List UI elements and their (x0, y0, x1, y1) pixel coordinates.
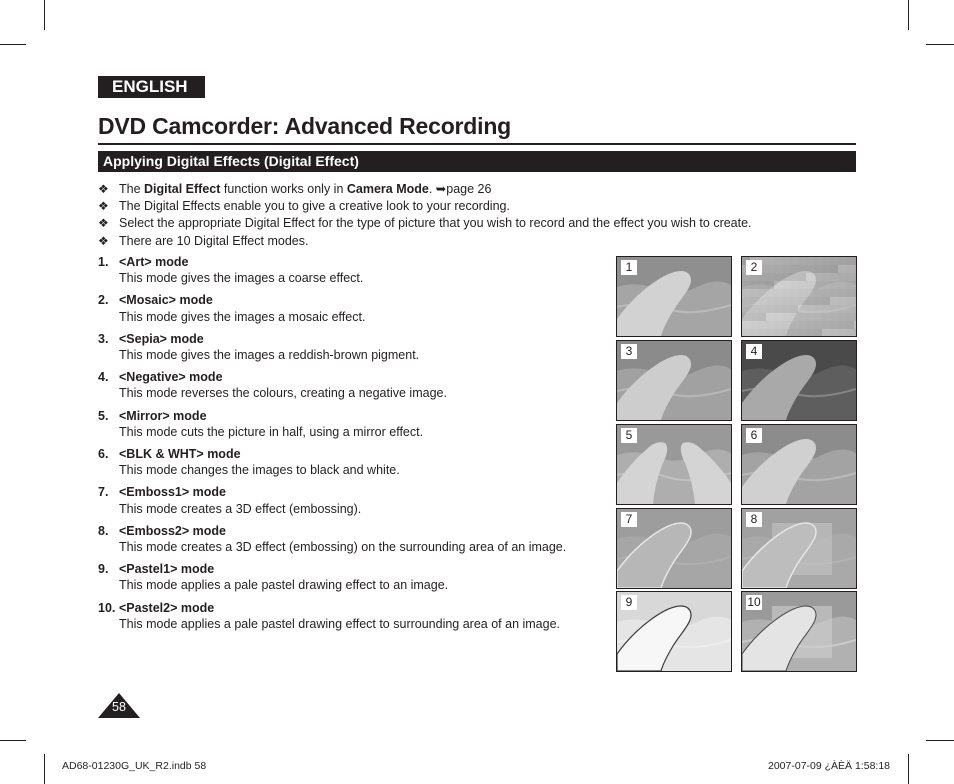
mode-item: 8. <Emboss2> mode This mode creates a 3D effect (embossing) on the surrounding area of an image. (98, 523, 603, 555)
mode-item: 4. <Negative> mode This mode reverses the colours, creating a negative image. (98, 369, 603, 401)
crop-mark (926, 44, 954, 45)
title-rule (98, 143, 856, 145)
mode-description: This mode gives the images a coarse effect. (119, 271, 364, 286)
effect-thumbnail-5 (616, 424, 732, 505)
bullet-item: ❖ Select the appropriate Digital Effect for the type of picture that you wish to record and the effect you wish to create. (98, 215, 858, 232)
mode-heading: <Emboss2> mode (119, 523, 226, 538)
bullet-item: ❖ The Digital Effect function works only in Camera Mode. ➥page 26 (98, 181, 858, 198)
mode-heading: <Negative> mode (119, 370, 223, 385)
effect-thumbnail-7 (616, 508, 732, 589)
page-number: 58 (112, 700, 126, 714)
thumbnail-number: 2 (746, 260, 762, 275)
crop-mark (44, 0, 45, 30)
effect-thumbnail-10 (741, 591, 857, 672)
mode-heading: <Sepia> mode (119, 331, 204, 346)
thumbnail-number: 3 (621, 344, 637, 359)
mode-list (98, 254, 603, 638)
mode-item: 1. <Art> mode This mode gives the images a coarse effect. (98, 254, 603, 286)
crop-mark (0, 740, 26, 741)
effect-thumbnail-6 (741, 424, 857, 505)
footer-timestamp: 2007-07-09 ¿ÀÈÄ 1:58:18 (768, 760, 891, 772)
mode-description: This mode gives the images a reddish-brown pigment. (119, 348, 420, 363)
crop-mark (0, 44, 26, 45)
mode-description: This mode creates a 3D effect (embossing) on the surrounding area of an image. (119, 540, 567, 555)
mode-description: This mode creates a 3D effect (embossing). (119, 501, 362, 516)
mode-item: 10. <Pastel2> mode This mode applies a pale pastel drawing effect to surrounding area of an image. (98, 600, 603, 632)
thumbnail-number: 4 (746, 344, 762, 359)
mode-item: 9. <Pastel1> mode This mode applies a pale pastel drawing effect to an image. (98, 561, 603, 593)
mode-item: 6. <BLK & WHT> mode This mode changes the images to black and white. (98, 446, 603, 478)
bullet-item: ❖ There are 10 Digital Effect modes. (98, 233, 858, 250)
effect-thumbnail-2 (741, 256, 857, 337)
intro-bullets (98, 181, 858, 250)
effect-thumbnail-4 (741, 340, 857, 421)
bullet-diamond-icon: ❖ (98, 182, 109, 196)
effect-thumbnail-9 (616, 591, 732, 672)
mode-description: This mode cuts the picture in half, using a mirror effect. (119, 424, 424, 439)
crop-mark (44, 754, 45, 784)
mode-description: This mode changes the images to black and white. (119, 463, 400, 478)
thumbnail-number: 8 (746, 512, 762, 527)
mode-description: This mode reverses the colours, creating a negative image. (119, 386, 447, 401)
footer-file-info: AD68-01230G_UK_R2.indb 58 (62, 760, 207, 772)
bullet-diamond-icon: ❖ (98, 199, 109, 214)
mode-heading: <Pastel1> mode (119, 562, 215, 577)
mode-item: 2. <Mosaic> mode This mode gives the images a mosaic effect. (98, 292, 603, 324)
mode-heading: <Mosaic> mode (119, 293, 213, 308)
bullet-diamond-icon: ❖ (98, 233, 109, 248)
mode-description: This mode applies a pale pastel drawing effect to surrounding area of an image. (119, 616, 561, 631)
crop-mark (926, 740, 954, 741)
mode-heading: <Emboss1> mode (119, 485, 226, 500)
mode-heading: <Pastel2> mode (119, 600, 215, 615)
mode-description: This mode applies a pale pastel drawing effect to an image. (119, 578, 449, 593)
crop-mark (908, 0, 909, 30)
mode-heading: <Mirror> mode (119, 408, 207, 423)
mode-item: 3. <Sepia> mode This mode gives the images a reddish-brown pigment. (98, 331, 603, 363)
mode-item: 5. <Mirror> mode This mode cuts the picture in half, using a mirror effect. (98, 408, 603, 440)
mode-heading: <Art> mode (119, 255, 189, 269)
thumbnail-number: 6 (746, 428, 762, 443)
bullet-item: ❖ The Digital Effects enable you to give a creative look to your recording. (98, 198, 858, 215)
thumbnail-number: 10 (747, 595, 761, 609)
mode-description: This mode gives the images a mosaic effect. (119, 309, 366, 324)
language-tab: ENGLISH (98, 76, 205, 98)
thumbnail-number: 1 (621, 260, 637, 275)
thumbnail-number: 7 (621, 512, 637, 527)
thumbnail-number: 5 (621, 428, 637, 443)
effect-thumbnail-1 (616, 256, 732, 337)
mode-item: 7. <Emboss1> mode This mode creates a 3D effect (embossing). (98, 484, 603, 516)
page-title: DVD Camcorder: Advanced Recording (98, 113, 512, 139)
section-title: Applying Digital Effects (Digital Effect) (98, 151, 856, 172)
thumbnail-number: 9 (621, 595, 637, 610)
crop-mark (908, 754, 909, 784)
effect-thumbnail-3 (616, 340, 732, 421)
bullet-diamond-icon: ❖ (98, 216, 109, 231)
mode-heading: <BLK & WHT> mode (119, 447, 241, 462)
effect-thumbnail-8 (741, 508, 857, 589)
